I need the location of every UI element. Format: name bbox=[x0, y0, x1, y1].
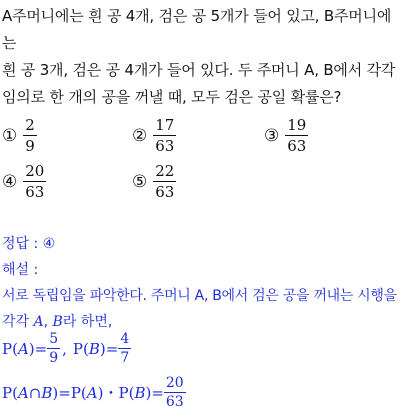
eq-text: P( bbox=[2, 339, 18, 358]
numerator: 2 bbox=[25, 116, 35, 134]
eq-var: B bbox=[88, 339, 100, 358]
denominator: 9 bbox=[25, 137, 35, 155]
eq-var: A bbox=[17, 383, 29, 402]
choice-5[interactable] bbox=[132, 162, 176, 201]
numerator: 5 bbox=[49, 331, 59, 347]
text-suffix: 라 하면, bbox=[62, 314, 113, 330]
choice-4[interactable] bbox=[2, 162, 46, 201]
choice-fraction bbox=[285, 116, 308, 155]
event-a: A bbox=[33, 314, 44, 330]
choice-marker: ③ bbox=[264, 125, 280, 146]
choice-marker: ② bbox=[132, 125, 148, 146]
denominator: 63 bbox=[165, 394, 184, 410]
question-line-2: 흰 공 3개, 검은 공 4개가 들어 있다. 두 주머니 A, B에서 각각 bbox=[2, 61, 396, 79]
solution-heading: 해설 : bbox=[2, 262, 39, 278]
equation-2 bbox=[2, 375, 186, 410]
question-line-3: 임의로 한 개의 공을 꺼낼 때, 모두 검은 공일 확률은? bbox=[2, 88, 342, 106]
eq-text: )= bbox=[99, 339, 119, 358]
eq-var: A bbox=[86, 383, 98, 402]
eq-text: )・P( bbox=[97, 384, 135, 402]
choice-1[interactable] bbox=[2, 116, 37, 155]
eq-separator: , bbox=[62, 339, 67, 358]
denominator: 63 bbox=[287, 137, 307, 155]
eq-text: P( bbox=[2, 383, 18, 402]
eq-text: )= bbox=[145, 383, 164, 402]
choice-2[interactable] bbox=[132, 116, 176, 155]
denominator: 63 bbox=[155, 183, 175, 201]
fraction-pb bbox=[118, 331, 131, 366]
numerator: 4 bbox=[120, 331, 130, 347]
choice-fraction bbox=[23, 116, 37, 155]
numerator: 19 bbox=[287, 116, 307, 134]
event-b: B bbox=[52, 314, 63, 330]
eq-var: B bbox=[41, 383, 53, 402]
text-separator: , bbox=[43, 314, 53, 330]
eq-var: A bbox=[17, 339, 29, 358]
eq-var: B bbox=[134, 383, 146, 402]
numerator: 22 bbox=[155, 162, 175, 180]
fraction-pa bbox=[47, 331, 60, 366]
solution-text-2 bbox=[2, 311, 112, 331]
eq-text: P( bbox=[72, 339, 89, 358]
choice-fraction bbox=[153, 116, 176, 155]
choice-marker: ⑤ bbox=[132, 171, 148, 192]
choice-fraction bbox=[23, 162, 46, 201]
choice-3[interactable] bbox=[264, 116, 308, 155]
choice-fraction bbox=[153, 162, 176, 201]
solution-text-1: 서로 독립임을 파악한다. 주머니 A, B에서 검은 공을 꺼내는 시행을 bbox=[2, 288, 397, 304]
denominator: 63 bbox=[25, 183, 45, 201]
eq-text: )=P( bbox=[52, 383, 87, 402]
eq-text: )= bbox=[28, 339, 48, 358]
denominator: 7 bbox=[120, 350, 130, 366]
choice-marker: ① bbox=[2, 125, 18, 146]
denominator: 9 bbox=[49, 350, 59, 366]
numerator: 20 bbox=[165, 375, 184, 391]
numerator: 20 bbox=[25, 162, 45, 180]
equation-1 bbox=[2, 331, 131, 366]
answer-line: 정답 : ④ bbox=[2, 236, 56, 252]
question-text bbox=[2, 3, 398, 111]
numerator: 17 bbox=[155, 116, 175, 134]
question-line-1: A주머니에는 흰 공 4개, 검은 공 5개가 들어 있고, B주머니에는 bbox=[2, 7, 392, 52]
intersection-symbol: ∩ bbox=[28, 383, 42, 402]
text-prefix: 각각 bbox=[2, 314, 34, 330]
denominator: 63 bbox=[155, 137, 175, 155]
choice-marker: ④ bbox=[2, 171, 18, 192]
fraction-result bbox=[164, 375, 186, 410]
